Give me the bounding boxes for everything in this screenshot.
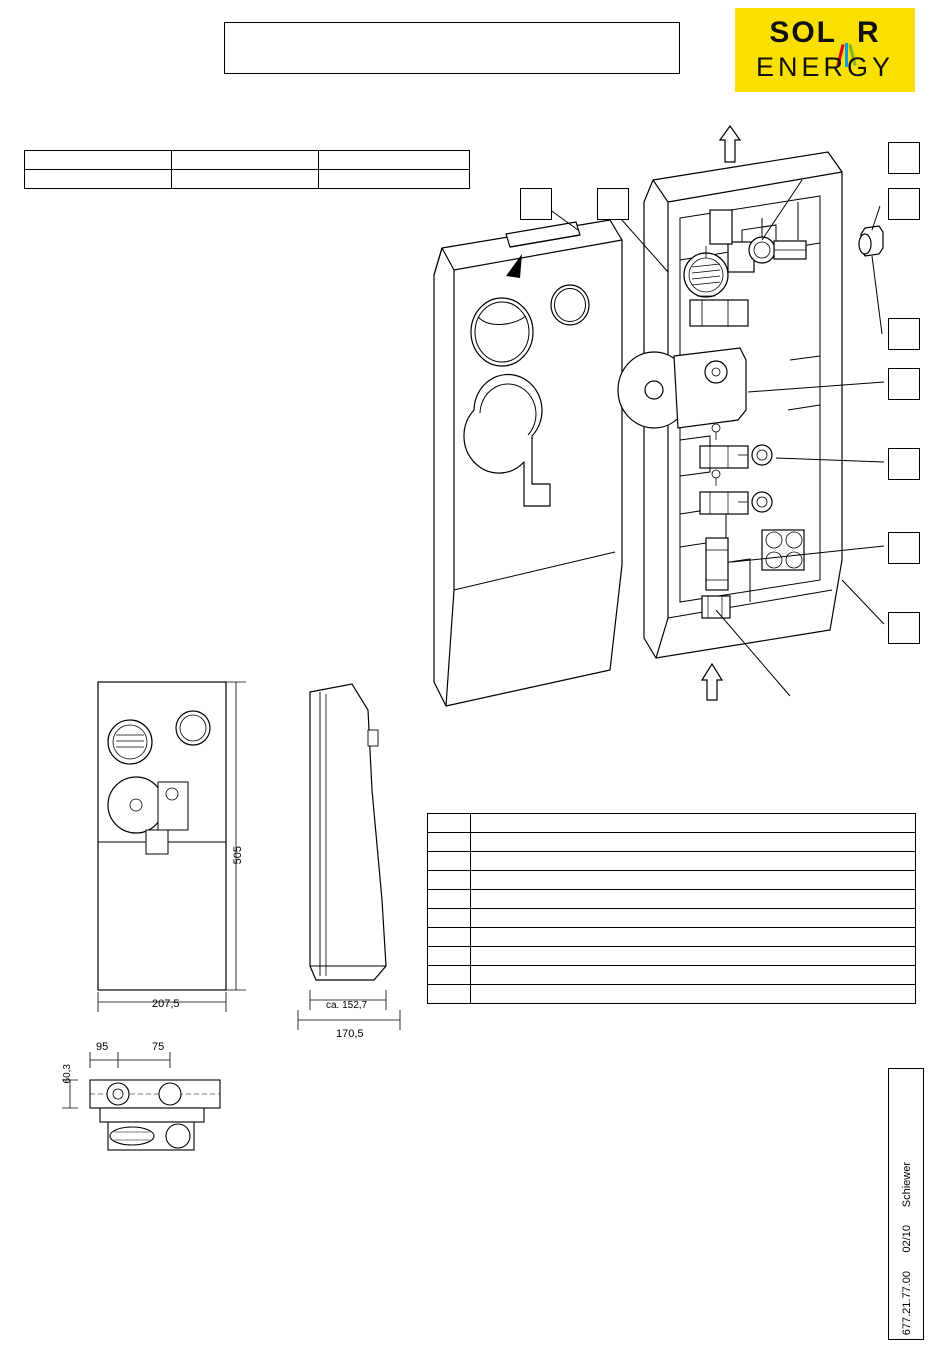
dimension-offset-c: 60,3 — [62, 1064, 73, 1084]
info-table — [24, 150, 470, 186]
parts-text — [471, 890, 916, 909]
brand-logo — [735, 8, 915, 92]
parts-pos — [428, 928, 471, 947]
parts-text — [471, 852, 916, 871]
info-cell — [171, 151, 318, 170]
side-view-drawing — [290, 670, 430, 1030]
table-row — [25, 151, 470, 170]
table-row — [25, 170, 470, 189]
dimension-offset-b: 75 — [152, 1041, 165, 1053]
title-text — [225, 23, 679, 35]
parts-pos — [428, 871, 471, 890]
parts-pos — [428, 985, 471, 1004]
parts-text — [471, 966, 916, 985]
info-cell — [171, 170, 318, 189]
dimension-offset-a: 95 — [96, 1041, 109, 1053]
flow-arrow-top — [720, 126, 740, 162]
callout-box-1 — [520, 188, 552, 220]
parts-text — [471, 833, 916, 852]
parts-text — [471, 871, 916, 890]
parts-pos — [428, 966, 471, 985]
parts-pos — [428, 814, 471, 833]
table-row — [428, 871, 916, 890]
parts-pos — [428, 852, 471, 871]
drawing-number: 677.21.77.00 — [901, 1270, 913, 1335]
table-row — [428, 909, 916, 928]
callout-box-4 — [888, 188, 920, 220]
parts-pos — [428, 890, 471, 909]
table-row — [428, 833, 916, 852]
table-row — [428, 814, 916, 833]
callout-box-3 — [888, 142, 920, 174]
table-row — [428, 890, 916, 909]
parts-text — [471, 985, 916, 1004]
logo-solar-part1: SOL — [769, 16, 837, 49]
callout-box-5 — [888, 318, 920, 350]
parts-text — [471, 947, 916, 966]
parts-pos — [428, 947, 471, 966]
front-view-drawing — [60, 670, 320, 1030]
front-cover-shell — [434, 220, 622, 706]
dimension-height: 505 — [232, 846, 244, 865]
cap-component — [859, 226, 883, 256]
dimension-depth-approx: ca. 152,7 — [326, 1000, 368, 1011]
logo-solar-text — [735, 16, 915, 50]
table-row — [428, 947, 916, 966]
parts-text — [471, 814, 916, 833]
table-row — [428, 985, 916, 1004]
callout-box-2 — [597, 188, 629, 220]
table-row — [428, 852, 916, 871]
top-view-drawing — [50, 1040, 280, 1180]
callout-box-6 — [888, 368, 920, 400]
parts-pos — [428, 909, 471, 928]
logo-energy-text: ENERGY — [755, 52, 895, 82]
title-box — [224, 22, 680, 74]
drawing-date: 02/10 — [901, 1225, 913, 1253]
document-info-block — [888, 1068, 924, 1340]
info-cell — [25, 151, 172, 170]
exploded-assembly-drawing — [410, 110, 910, 710]
callout-box-7 — [888, 448, 920, 480]
parts-text — [471, 909, 916, 928]
table-row — [428, 966, 916, 985]
drawing-author: Schiewer — [901, 1161, 913, 1208]
callout-box-8 — [888, 532, 920, 564]
flow-arrow-bottom — [702, 664, 722, 700]
dimension-width: 207,5 — [152, 998, 180, 1010]
table-row — [428, 928, 916, 947]
parts-pos — [428, 833, 471, 852]
parts-text — [471, 928, 916, 947]
logo-solar-part2: R — [857, 16, 881, 49]
dimension-depth-total: 170,5 — [336, 1028, 364, 1040]
info-cell — [25, 170, 172, 189]
circulation-pump — [618, 348, 746, 428]
callout-box-9 — [888, 612, 920, 644]
parts-table — [427, 813, 916, 1001]
